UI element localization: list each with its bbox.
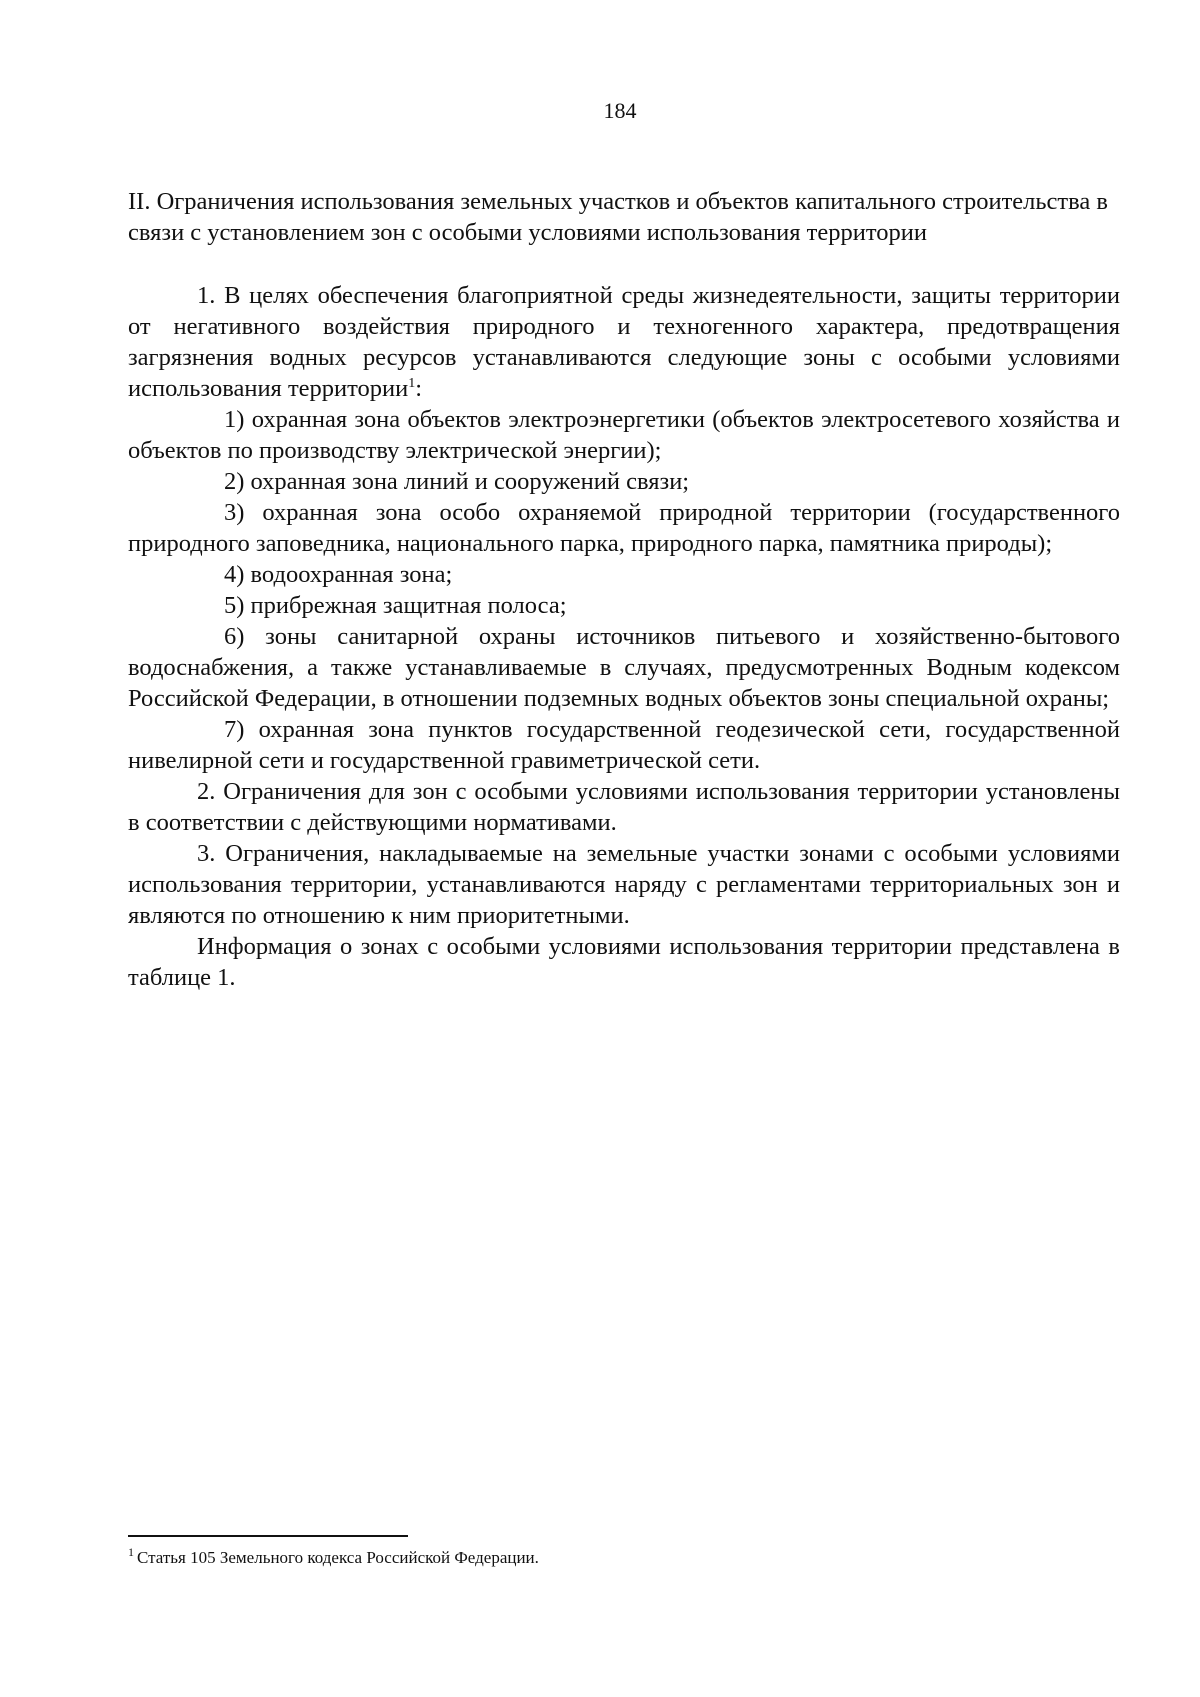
- footnote-marker: 1: [128, 1545, 134, 1560]
- section-heading: II. Ограничения использования земельных участков и объектов капитального строительства в связи с установлением зон с особыми условиями использования территории: [128, 188, 1108, 246]
- paragraph-1: [128, 280, 1120, 404]
- paragraph-1-text: 1. В целях обеспечения благоприятной среды жизнедеятельности, защиты территории от негативного воздействия природного и техногенного характера, предотвращения загрязнения водных ресурсов устанавливаются следующие зоны с особыми условиями использования территории: [128, 282, 1120, 402]
- list-item: 4) водоохранная зона;: [224, 561, 453, 588]
- list-item: 7) охранная зона пунктов государственной геодезической сети, государственной нивелирной сети и государственной гравиметрической сети.: [128, 716, 1120, 774]
- list-item: 3) охранная зона особо охраняемой природной территории (государственного природного заповедника, национального парка, природного парка, памятника природы);: [128, 499, 1120, 557]
- list-item: 5) прибрежная защитная полоса;: [224, 592, 567, 619]
- list-item: 6) зоны санитарной охраны источников питьевого и хозяйственно-бытового водоснабжения, а также устанавливаемые в случаях, предусмотренных Водным кодексом Российской Федерации, в отношении подземных водных объектов зоны специальной охраны;: [128, 623, 1120, 712]
- footnote-separator: [128, 1535, 408, 1537]
- paragraph-3: 3. Ограничения, накладываемые на земельные участки зонами с особыми условиями использования территории, устанавливаются наряду с регламентами территориальных зон и являются по отношению к ним приоритетными.: [128, 840, 1120, 929]
- list-item: 1) охранная зона объектов электроэнергетики (объектов электросетевого хозяйства и объектов по производству электрической энергии);: [128, 406, 1120, 464]
- list-item: 2) охранная зона линий и сооружений связи;: [224, 468, 690, 495]
- footnote-text: Статья 105 Земельного кодекса Российской Федерации.: [137, 1548, 539, 1567]
- paragraph-1-tail: :: [415, 375, 423, 402]
- paragraph-2: 2. Ограничения для зон с особыми условиями использования территории установлены в соответствии с действующими нормативами.: [128, 778, 1120, 836]
- paragraph-4: Информация о зонах с особыми условиями использования территории представлена в таблице 1.: [128, 933, 1120, 991]
- document-body: [128, 186, 1120, 993]
- page-number: 184: [603, 98, 637, 123]
- footnote-reference: 1: [408, 375, 416, 391]
- footnote: [128, 1547, 1028, 1569]
